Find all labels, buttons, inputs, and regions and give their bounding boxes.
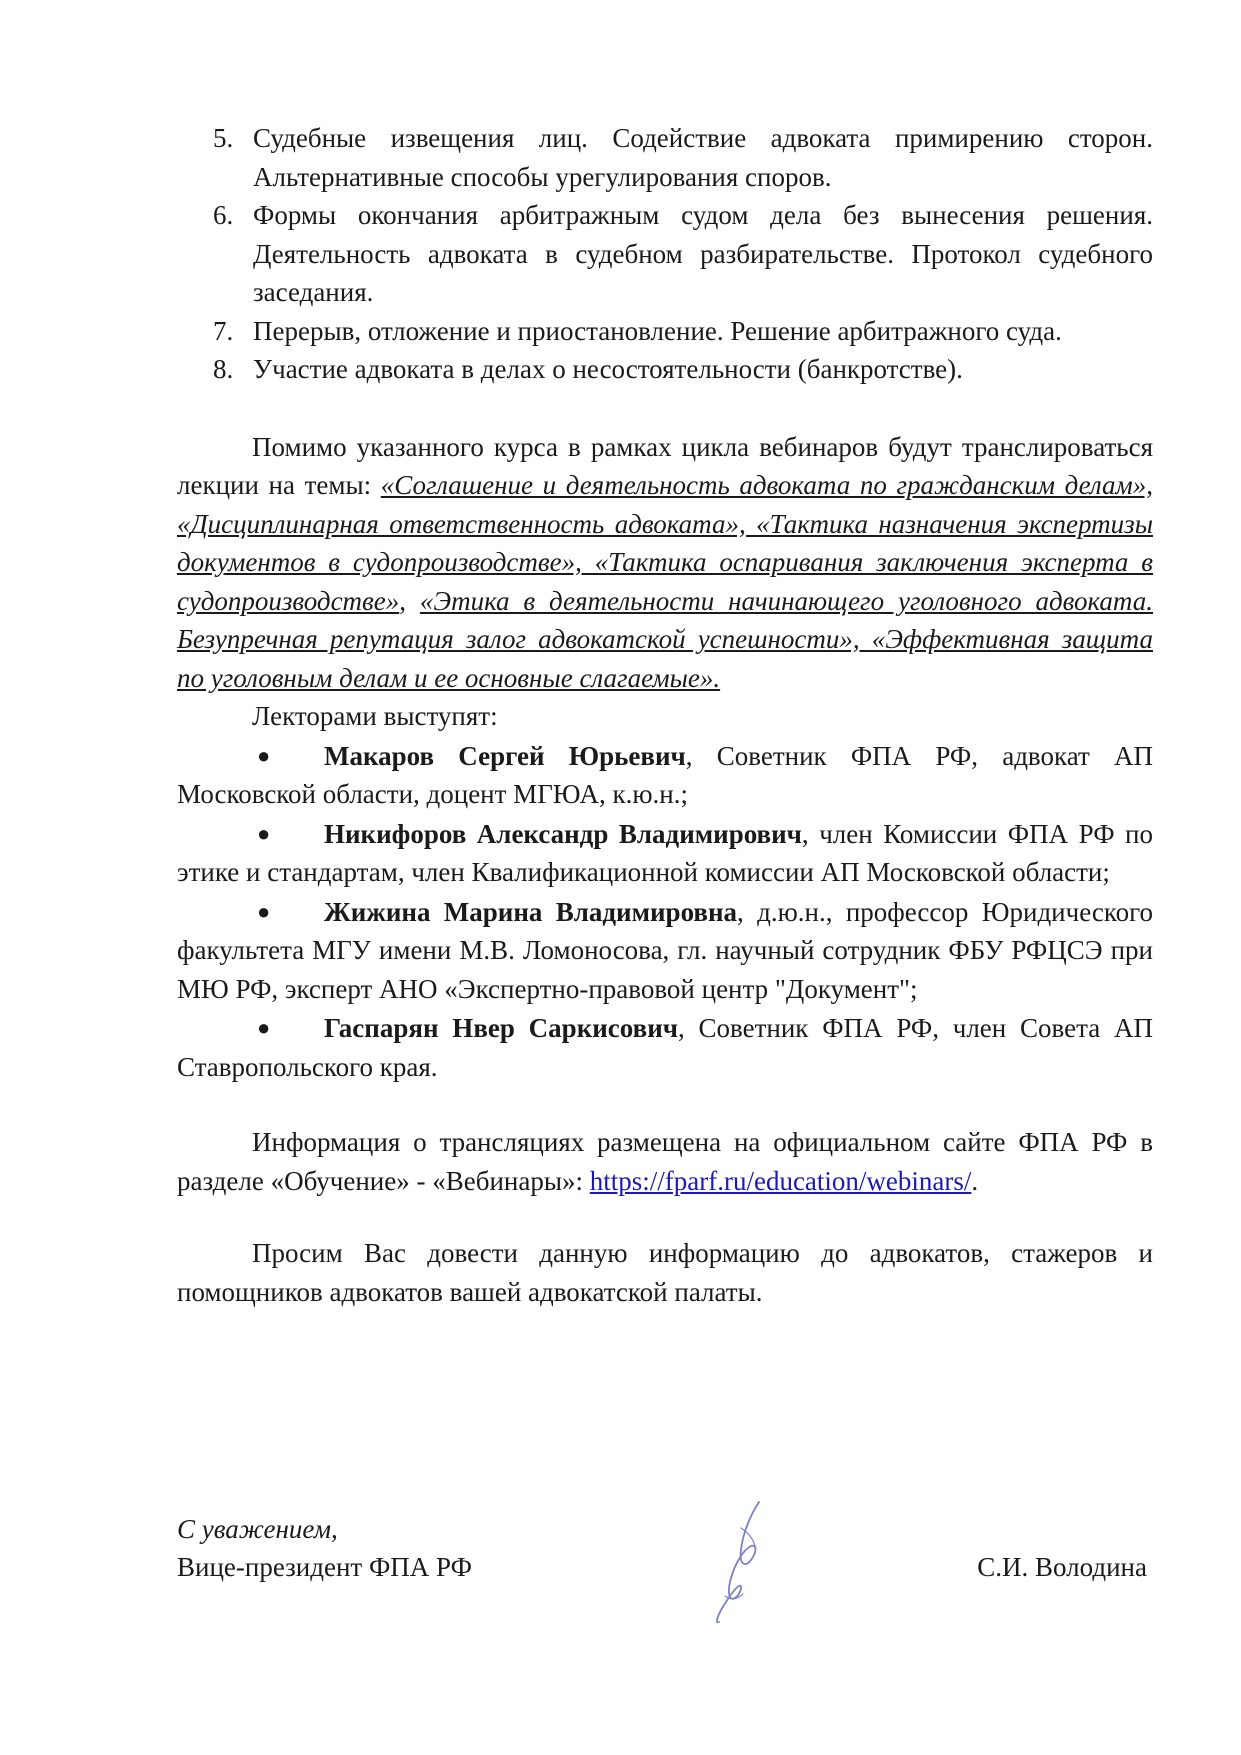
- list-number: 8.: [213, 354, 234, 384]
- signer-position: Вице-президент ФПА РФ: [177, 1552, 472, 1582]
- signature-block: [177, 1510, 1147, 1590]
- webinars-url-link[interactable]: https://fparf.ru/education/webinars/: [589, 1165, 972, 1196]
- list-item-text: Судебные извещения лиц. Содействие адвоката примирению сторон. Альтернативные способы урегулирования споров.: [253, 123, 1153, 192]
- lecturer-item: [177, 1009, 1153, 1086]
- lecturer-description: , Советник ФПА РФ, адвокат АП Московской области, доцент МГЮА, к.ю.н.;: [177, 740, 1153, 809]
- handwritten-signature: [697, 1488, 787, 1638]
- list-item: [177, 312, 1153, 351]
- letter-body: [177, 119, 1153, 1311]
- signature-icon: [697, 1488, 787, 1638]
- closing-greeting: С уважением,: [177, 1514, 338, 1544]
- bullet-icon: ●: [257, 1015, 271, 1040]
- lecturer-item: [177, 893, 1153, 1009]
- lecturer-description: , д.ю.н., профессор Юридического факультета МГУ имени М.В. Ломоносова, гл. научный сотрудник ФБУ РФЦСЭ при МЮ РФ, эксперт АНО «Экспертно-правовой центр "Документ";: [177, 896, 1153, 1004]
- lecture-topics-link-civil[interactable]: «Соглашение и деятельность адвоката по гражданским делам», «Дисциплинарная ответственность адвоката», «Тактика назначения экспертизы документов в судопроизводстве», «Тактика оспаривания заключения эксперта в судопроизводстве»: [177, 470, 1154, 616]
- request-paragraph: Просим Вас довести данную информацию до адвокатов, стажеров и помощников адвокатов вашей адвокатской палаты.: [177, 1238, 1153, 1307]
- lecturer-name: Гаспарян Нвер Саркисович: [324, 1013, 678, 1043]
- signer-name: С.И. Володина: [977, 1552, 1147, 1582]
- lecturer-item: [177, 737, 1153, 814]
- list-item: [177, 196, 1153, 312]
- list-number: 7.: [213, 315, 234, 346]
- lecture-topics-link-criminal[interactable]: «Этика в деятельности начинающего уголовного адвоката. Безупречная репутация залог адвокатской успешности», «Эффективная защита по уголовным делам и ее основные слагаемые».: [177, 585, 1154, 693]
- lecturer-name: Никифоров Александр Владимирович: [324, 818, 802, 849]
- bullet-icon: ●: [257, 820, 271, 846]
- bullet-icon: ●: [257, 898, 271, 924]
- lecturer-item: [177, 815, 1153, 892]
- lecturer-name: Макаров Сергей Юрьевич: [324, 740, 686, 771]
- bullet-icon: ●: [257, 742, 271, 768]
- list-item-text: Формы окончания арбитражным судом дела без вынесения решения. Деятельность адвоката в судебном разбирательстве. Протокол судебного заседания.: [253, 200, 1153, 307]
- lecturer-description: , член Комиссии ФПА РФ по этике и стандартам, член Квалификационной комиссии АП Московской области;: [177, 818, 1153, 887]
- list-item-text: Участие адвоката в делах о несостоятельности (банкротстве).: [253, 354, 963, 384]
- info-text: Информация о трансляциях размещена на официальном сайте ФПА РФ в разделе «Обучение» - «Вебинары»:: [177, 1127, 1153, 1196]
- lecturers-intro: Лекторами выступят:: [252, 701, 498, 731]
- info-tail: .: [971, 1165, 979, 1196]
- info-paragraph: [177, 1123, 1153, 1200]
- lecturer-description: , Советник ФПА РФ, член Совета АП Ставропольского края.: [177, 1013, 1153, 1082]
- intro-separator: ,: [399, 585, 420, 616]
- webinar-intro-paragraph: [177, 428, 1153, 698]
- list-item-text: Перерыв, отложение и приостановление. Решение арбитражного суда.: [253, 315, 1062, 346]
- list-number: 6.: [213, 200, 234, 230]
- list-item: [177, 119, 1153, 196]
- intro-lead-text: Помимо указанного курса в рамках цикла вебинаров будут транслироваться лекции на темы:: [177, 431, 1153, 500]
- list-item: [177, 350, 1153, 389]
- course-topics-list: [177, 119, 1153, 389]
- lecturer-name: Жижина Марина Владимировна: [324, 896, 738, 927]
- list-number: 5.: [213, 123, 234, 153]
